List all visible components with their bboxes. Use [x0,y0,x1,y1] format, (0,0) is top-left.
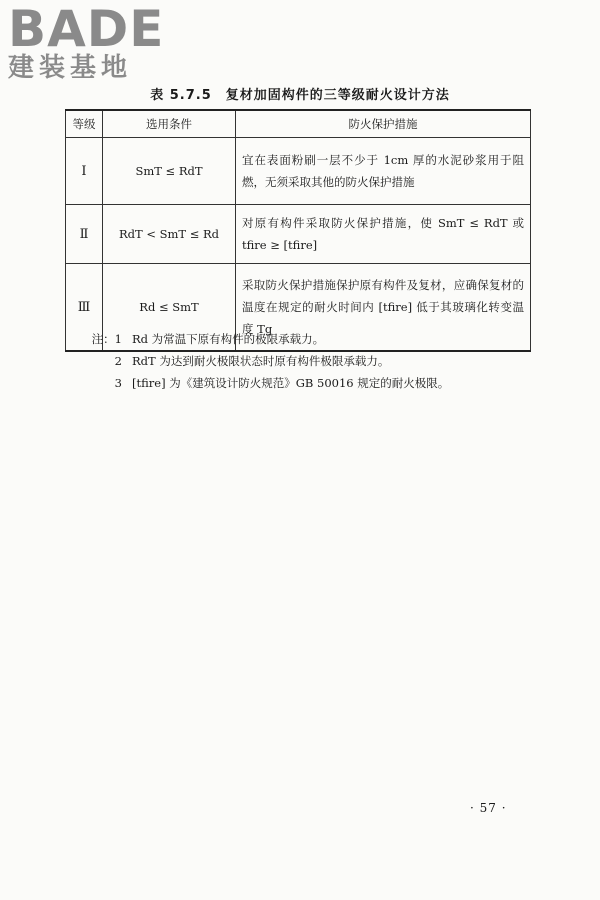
note-item [90,328,550,350]
table-header-row [66,110,531,138]
site-logo [8,2,178,82]
note-label: 2 [114,354,122,368]
header-grade: 等级 [66,110,103,138]
row-grade: Ⅰ [66,138,103,205]
row-grade: Ⅱ [66,205,103,264]
table-caption [0,84,600,103]
table-title: 复材加固构件的三等级耐火设计方法 [225,88,450,103]
table-row [66,138,531,205]
note-text: [tfire] 为《建筑设计防火规范》GB 50016 规定的耐火极限。 [132,376,450,390]
note-label: 3 [114,376,122,390]
fire-design-table [65,109,531,352]
logo-mark: BADE [8,0,165,58]
row-measure: 对原有构件采取防火保护措施，使 SmT ≤ RdT 或 tfire ≥ [tfire] [236,205,531,264]
note-text: RdT 为达到耐火极限状态时原有构件极限承载力。 [132,354,390,368]
note-item [90,350,550,372]
table-notes [90,328,550,394]
note-label: 注：1 [91,332,122,346]
logo-subtitle: 建装基地 [8,53,133,83]
row-measure: 采取防火保护措施保护原有构件及复材，应确保复材的温度在规定的耐火时间内 [tfire] 低于其玻璃化转变温度 Tg [236,264,531,352]
header-condition: 选用条件 [103,110,236,138]
row-measure: 宜在表面粉刷一层不少于 1cm 厚的水泥砂浆用于阻燃，无须采取其他的防火保护措施 [236,138,531,205]
row-condition: RdT < SmT ≤ Rd [103,205,236,264]
header-measure: 防火保护措施 [236,110,531,138]
row-condition: SmT ≤ RdT [103,138,236,205]
table-number: 表 5.7.5 [150,88,212,103]
note-text: Rd 为常温下原有构件的极限承载力。 [132,332,325,346]
row-grade: Ⅲ [66,264,103,352]
note-item [90,372,550,394]
table-row [66,205,531,264]
page-number: · 57 · [470,801,507,815]
row-condition: Rd ≤ SmT [103,264,236,352]
